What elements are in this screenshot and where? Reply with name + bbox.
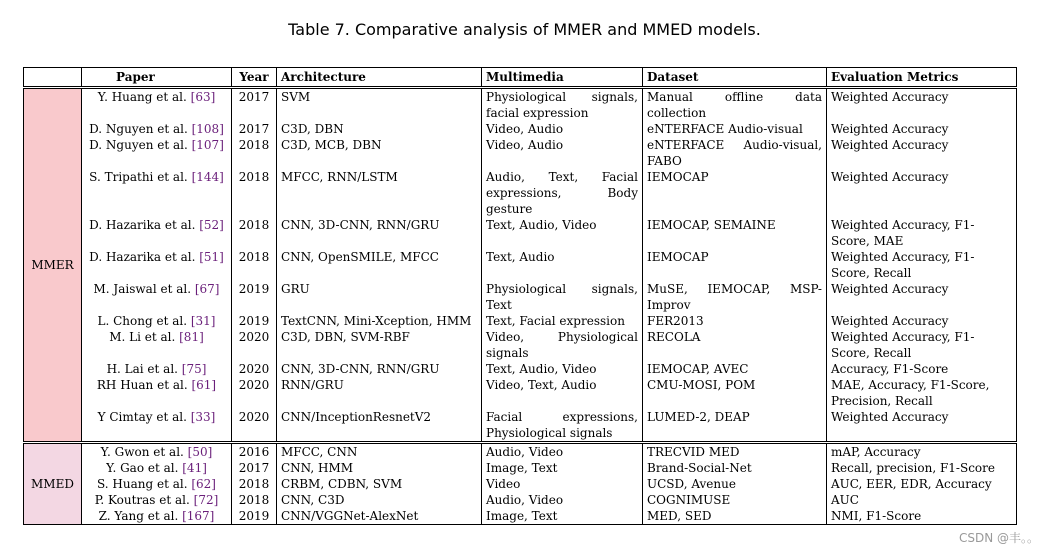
citation-link[interactable]: [75] — [181, 362, 207, 376]
cell-multimedia: Video — [482, 476, 643, 492]
cell-year: 2019 — [232, 281, 277, 313]
cell-multimedia: Text, Audio, Video — [482, 217, 643, 249]
cell-metrics: Weighted Accuracy — [827, 281, 1017, 313]
table-row — [24, 88, 1017, 122]
cell-architecture: CNN/InceptionResnetV2 — [277, 409, 482, 443]
paper-author: S. Tripathi et al. — [89, 170, 192, 184]
cell-multimedia: Text, Audio, Video — [482, 361, 643, 377]
table-row — [24, 137, 1017, 169]
paper-author: RH Huan et al. — [96, 378, 192, 392]
cell-dataset: COGNIMUSE — [643, 492, 827, 508]
citation-link[interactable]: [33] — [190, 410, 216, 424]
cell-multimedia: Facial expressions, Physiological signals — [482, 409, 643, 443]
cell-year: 2018 — [232, 217, 277, 249]
cell-architecture: C3D, DBN, SVM-RBF — [277, 329, 482, 361]
header-architecture: Architecture — [277, 68, 482, 88]
cell-year: 2020 — [232, 409, 277, 443]
cell-dataset: IEMOCAP, AVEC — [643, 361, 827, 377]
cell-year: 2017 — [232, 88, 277, 122]
paper-author: Y. Gao et al. — [106, 461, 183, 475]
citation-link[interactable]: [108] — [191, 122, 224, 136]
paper-author: Z. Yang et al. — [98, 509, 183, 523]
table-row — [24, 361, 1017, 377]
table-body — [24, 88, 1017, 525]
cell-dataset: RECOLA — [643, 329, 827, 361]
cell-metrics: Recall, precision, F1-Score — [827, 460, 1017, 476]
cell-architecture: GRU — [277, 281, 482, 313]
cell-architecture: CRBM, CDBN, SVM — [277, 476, 482, 492]
cell-dataset: IEMOCAP — [643, 249, 827, 281]
header-dataset: Dataset — [643, 68, 827, 88]
table-caption: Table 7. Comparative analysis of MMER and MMED models. — [288, 20, 761, 39]
watermark: CSDN @丰。。 — [958, 531, 1039, 545]
table-row — [24, 443, 1017, 461]
cell-metrics: MAE, Accuracy, F1-Score, Precision, Recall — [827, 377, 1017, 409]
cell-year: 2020 — [232, 361, 277, 377]
cell-paper — [82, 217, 232, 249]
cell-multimedia: Video, Text, Audio — [482, 377, 643, 409]
cell-paper — [82, 169, 232, 217]
cell-year: 2016 — [232, 443, 277, 461]
cell-multimedia: Audio, Text, Facial expressions, Body gesture — [482, 169, 643, 217]
cell-paper — [82, 88, 232, 122]
cell-multimedia: Audio, Video — [482, 492, 643, 508]
citation-link[interactable]: [62] — [191, 477, 216, 491]
table-row — [24, 377, 1017, 409]
table-row — [24, 508, 1017, 525]
comparison-table-container — [23, 67, 1016, 525]
cell-paper — [82, 313, 232, 329]
table-row — [24, 121, 1017, 137]
cell-paper — [82, 508, 232, 525]
cell-multimedia: Text, Audio — [482, 249, 643, 281]
cell-paper — [82, 249, 232, 281]
header-paper: Paper — [82, 68, 232, 88]
paper-author: L. Chong et al. — [97, 314, 191, 328]
cell-metrics: Weighted Accuracy, F1-Score, Recall — [827, 329, 1017, 361]
cell-multimedia: Image, Text — [482, 460, 643, 476]
cell-architecture: SVM — [277, 88, 482, 122]
cell-multimedia: Audio, Video — [482, 443, 643, 461]
cell-paper — [82, 137, 232, 169]
cell-metrics: NMI, F1-Score — [827, 508, 1017, 525]
cell-year: 2018 — [232, 249, 277, 281]
citation-link[interactable]: [50] — [187, 445, 213, 459]
table-row — [24, 249, 1017, 281]
cell-multimedia: Text, Facial expression — [482, 313, 643, 329]
cell-metrics: Weighted Accuracy, F1-Score, MAE — [827, 217, 1017, 249]
cell-year: 2020 — [232, 377, 277, 409]
paper-author: D. Nguyen et al. — [89, 122, 192, 136]
cell-architecture: CNN, C3D — [277, 492, 482, 508]
citation-link[interactable]: [167] — [182, 509, 215, 523]
cell-year: 2017 — [232, 121, 277, 137]
cell-metrics: mAP, Accuracy — [827, 443, 1017, 461]
paper-author: M. Jaiswal et al. — [93, 282, 195, 296]
table-row — [24, 217, 1017, 249]
cell-multimedia: Video, Physiological signals — [482, 329, 643, 361]
cell-architecture: CNN, 3D-CNN, RNN/GRU — [277, 361, 482, 377]
header-group — [24, 68, 82, 88]
cell-paper — [82, 492, 232, 508]
cell-dataset: MED, SED — [643, 508, 827, 525]
cell-metrics: Weighted Accuracy — [827, 409, 1017, 443]
paper-author: D. Hazarika et al. — [89, 250, 200, 264]
citation-link[interactable]: [72] — [193, 493, 219, 507]
header-metrics: Evaluation Metrics — [827, 68, 1017, 88]
group-label: MMED — [24, 443, 82, 525]
cell-paper — [82, 377, 232, 409]
cell-multimedia: Image, Text — [482, 508, 643, 525]
cell-paper — [82, 476, 232, 492]
citation-link[interactable]: [107] — [191, 138, 224, 152]
paper-author: H. Lai et al. — [106, 362, 182, 376]
cell-metrics: AUC, EER, EDR, Accuracy — [827, 476, 1017, 492]
cell-metrics: Weighted Accuracy — [827, 121, 1017, 137]
cell-architecture: C3D, DBN — [277, 121, 482, 137]
cell-multimedia: Physiological signals, facial expression — [482, 88, 643, 122]
cell-architecture: CNN, 3D-CNN, RNN/GRU — [277, 217, 482, 249]
paper-author: P. Koutras et al. — [94, 493, 194, 507]
cell-paper — [82, 460, 232, 476]
cell-multimedia: Video, Audio — [482, 121, 643, 137]
cell-year: 2019 — [232, 508, 277, 525]
paper-author: Y. Gwon et al. — [100, 445, 188, 459]
table-row — [24, 492, 1017, 508]
paper-author: D. Hazarika et al. — [89, 218, 200, 232]
cell-year: 2018 — [232, 492, 277, 508]
cell-metrics: Accuracy, F1-Score — [827, 361, 1017, 377]
table-row — [24, 460, 1017, 476]
cell-dataset: Brand-Social-Net — [643, 460, 827, 476]
comparison-table — [23, 67, 1017, 525]
cell-paper — [82, 409, 232, 443]
header-multimedia: Multimedia — [482, 68, 643, 88]
cell-paper — [82, 281, 232, 313]
citation-link[interactable]: [63] — [190, 90, 216, 104]
cell-architecture: CNN/VGGNet-AlexNet — [277, 508, 482, 525]
cell-dataset: MuSE, IEMOCAP, MSP-Improv — [643, 281, 827, 313]
cell-metrics: Weighted Accuracy — [827, 88, 1017, 122]
table-row — [24, 313, 1017, 329]
cell-paper — [82, 121, 232, 137]
cell-metrics: Weighted Accuracy — [827, 313, 1017, 329]
cell-year: 2020 — [232, 329, 277, 361]
cell-metrics: Weighted Accuracy — [827, 169, 1017, 217]
cell-paper — [82, 361, 232, 377]
cell-architecture: C3D, MCB, DBN — [277, 137, 482, 169]
cell-metrics: Weighted Accuracy, F1-Score, Recall — [827, 249, 1017, 281]
cell-dataset: CMU-MOSI, POM — [643, 377, 827, 409]
cell-paper — [82, 443, 232, 461]
cell-dataset: LUMED-2, DEAP — [643, 409, 827, 443]
cell-multimedia: Physiological signals, Text — [482, 281, 643, 313]
cell-multimedia: Video, Audio — [482, 137, 643, 169]
cell-year: 2018 — [232, 169, 277, 217]
cell-dataset: IEMOCAP, SEMAINE — [643, 217, 827, 249]
cell-dataset: eNTERFACE Audio-visual — [643, 121, 827, 137]
table-row — [24, 476, 1017, 492]
paper-author: M. Li et al. — [109, 330, 180, 344]
cell-paper — [82, 329, 232, 361]
citation-link[interactable]: [144] — [191, 170, 224, 184]
cell-architecture: RNN/GRU — [277, 377, 482, 409]
cell-metrics: Weighted Accuracy — [827, 137, 1017, 169]
paper-author: S. Huang et al. — [97, 477, 192, 491]
citation-link[interactable]: [67] — [194, 282, 220, 296]
citation-link[interactable]: [31] — [190, 314, 216, 328]
table-row — [24, 329, 1017, 361]
cell-architecture: TextCNN, Mini-Xception, HMM — [277, 313, 482, 329]
group-label: MMER — [24, 88, 82, 443]
cell-dataset: UCSD, Avenue — [643, 476, 827, 492]
cell-metrics: AUC — [827, 492, 1017, 508]
cell-year: 2019 — [232, 313, 277, 329]
cell-year: 2017 — [232, 460, 277, 476]
cell-dataset: IEMOCAP — [643, 169, 827, 217]
cell-architecture: MFCC, RNN/LSTM — [277, 169, 482, 217]
citation-link[interactable]: [51] — [199, 250, 224, 264]
cell-architecture: CNN, OpenSMILE, MFCC — [277, 249, 482, 281]
citation-link[interactable]: [41] — [182, 461, 207, 475]
cell-architecture: CNN, HMM — [277, 460, 482, 476]
table-row — [24, 169, 1017, 217]
citation-link[interactable]: [52] — [199, 218, 224, 232]
table-row — [24, 281, 1017, 313]
cell-dataset: eNTERFACE Audio-visual, FABO — [643, 137, 827, 169]
table-row — [24, 409, 1017, 443]
cell-architecture: MFCC, CNN — [277, 443, 482, 461]
cell-dataset: TRECVID MED — [643, 443, 827, 461]
cell-year: 2018 — [232, 137, 277, 169]
cell-year: 2018 — [232, 476, 277, 492]
citation-link[interactable]: [61] — [191, 378, 217, 392]
paper-author: D. Nguyen et al. — [89, 138, 192, 152]
citation-link[interactable]: [81] — [179, 330, 204, 344]
table-header-row — [24, 68, 1017, 88]
cell-dataset: FER2013 — [643, 313, 827, 329]
header-year: Year — [232, 68, 277, 88]
paper-author: Y Cimtay et al. — [97, 410, 191, 424]
paper-author: Y. Huang et al. — [97, 90, 191, 104]
cell-dataset: Manual offline data collection — [643, 88, 827, 122]
